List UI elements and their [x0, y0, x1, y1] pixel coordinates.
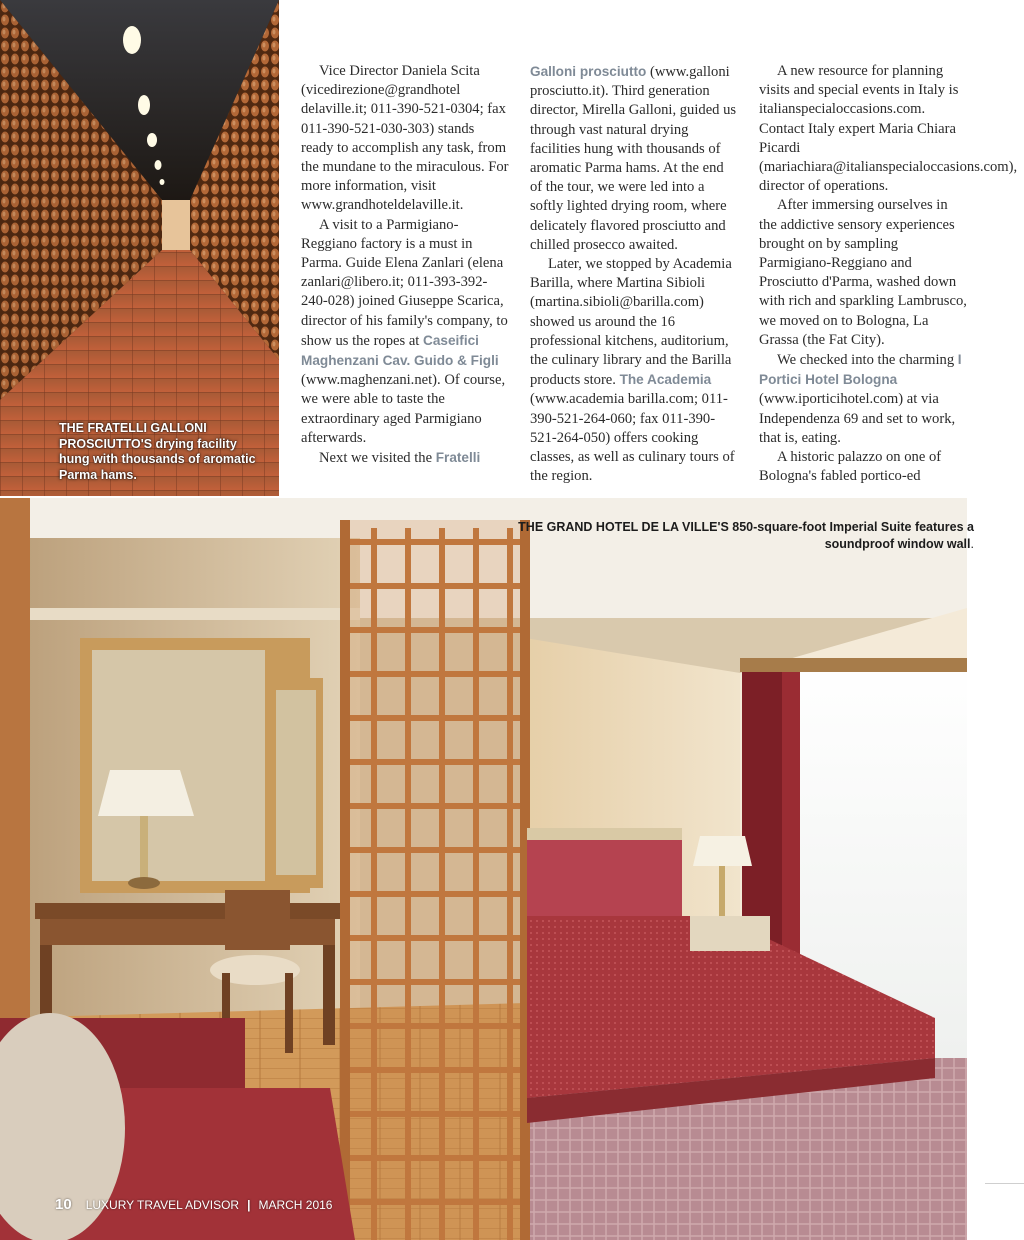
hotel-suite-illustration [0, 498, 967, 1240]
col3-paragraph-4: A historic palazzo on one of Bologna's fabled portico-ed [759, 449, 942, 485]
suite-photo-caption [504, 519, 974, 553]
col2-p1-text-b: (www.galloni prosciutto.it). Third generation director, Mirella Galloni, guided us through vast natural drying facilities hung with thousands of aromatic Parma hams. At the end of the tour, we were led into a softly lighted drying room, where delicately flavored prosciutto and chilled prosecco awaited. [530, 64, 737, 253]
suite-caption-lead: THE GRAND HOTEL DE LA VILLE'S [518, 520, 729, 534]
page-footer [55, 1196, 332, 1216]
ham-caption-rest: drying facility hung with thousands of aromatic Parma hams. [59, 436, 256, 482]
suite-caption-end: . [970, 537, 974, 551]
col3-p3-text-a: We checked into the charming [777, 352, 958, 369]
highlight-galloni-prosciutto: Galloni prosciutto [530, 64, 647, 79]
col2-paragraph-2 [530, 255, 738, 486]
col3-paragraph-1: A new resource for planning visits and special events in Italy is italianspecialoccasions.com. Contact Italy expert Maria Chiara Picardi (mariachiara@italianspecialoccasions.com), director of operations. [759, 63, 1018, 195]
article-column-1 [301, 62, 509, 468]
highlight-the-academia: The Academia [619, 372, 712, 388]
footer-separator: | [247, 1198, 251, 1212]
col3-paragraph-2: After immersing ourselves in the addictive sensory experiences brought on by sampling Parmigiano-Reggiano and Prosciutto d'Parma, washed down with rich and sparkling Lambrusco, we moved on to Bologna, La Grassa (the Fat City). [759, 197, 967, 348]
col1-paragraph-1: Vice Director Daniela Scita (vicedirezione@grandhotel delaville.it; 011-390-521-0304; fax 011-390-521-030-303) stands ready to accomplish any task, from the mundane to the miraculous. For more information, visit www.grandhoteldelaville.it. [301, 63, 509, 214]
article-column-2 [530, 62, 738, 486]
col1-p3-text-a: Next we visited the [319, 450, 436, 467]
col1-paragraph-2 [301, 216, 509, 448]
page-edge-rule [985, 1183, 1024, 1184]
highlight-caseifici-maghenzani: Caseifici Maghenzani Cav. Guido & Figli [301, 332, 499, 369]
publication-name: LUXURY TRAVEL ADVISOR [85, 1198, 240, 1212]
col1-p2-text-a: A visit to a Parmigiano-Reggiano factory is a must in Parma. Guide Elena Zanlari (elena zanlari@libero.it; 011-393-392-240-028) joined Giuseppe Scarica, director of his family's company, to show us the ropes at [301, 216, 508, 349]
col1-paragraph-3 [301, 448, 509, 468]
highlight-i-portici-hotel: I Portici Hotel Bologna [759, 352, 962, 388]
suite-caption-rest: 850-square-foot Imperial Suite features a soundproof window wall [728, 520, 974, 551]
col2-paragraph-1 [530, 62, 738, 255]
ham-photo-caption [59, 421, 269, 483]
issue-date: MARCH 2016 [258, 1198, 333, 1212]
col2-p2-text-a: Later, we stopped by Academia Barilla, where Martina Sibioli (martina.sibioli@barilla.com) showed us around the 16 professional kitchens, auditorium, the culinary library and the Barilla products store. [530, 256, 732, 389]
ham-caption-lead: THE FRATELLI GALLONI PROSCIUTTO'S [59, 421, 207, 451]
highlight-fratelli: Fratelli [435, 450, 481, 466]
col2-p2-text-b: (www.academia barilla.com; 011-390-521-264-060; fax 011-390-521-264-050) offers cooking classes, as well as culinary tours of the region. [530, 391, 735, 485]
col1-p2-text-b: (www.maghenzani.net). Of course, we were able to taste the extraordinary aged Parmigiano afterwards. [301, 372, 506, 446]
imperial-suite-photo [0, 498, 967, 1240]
col3-p3-text-b: (www.iporticihotel.com) at via Independenza 69 and set to work, that is, eating. [759, 391, 956, 446]
col3-paragraph-3 [759, 350, 967, 448]
article-column-3 [759, 62, 1018, 486]
page-number: 10 [55, 1196, 72, 1213]
